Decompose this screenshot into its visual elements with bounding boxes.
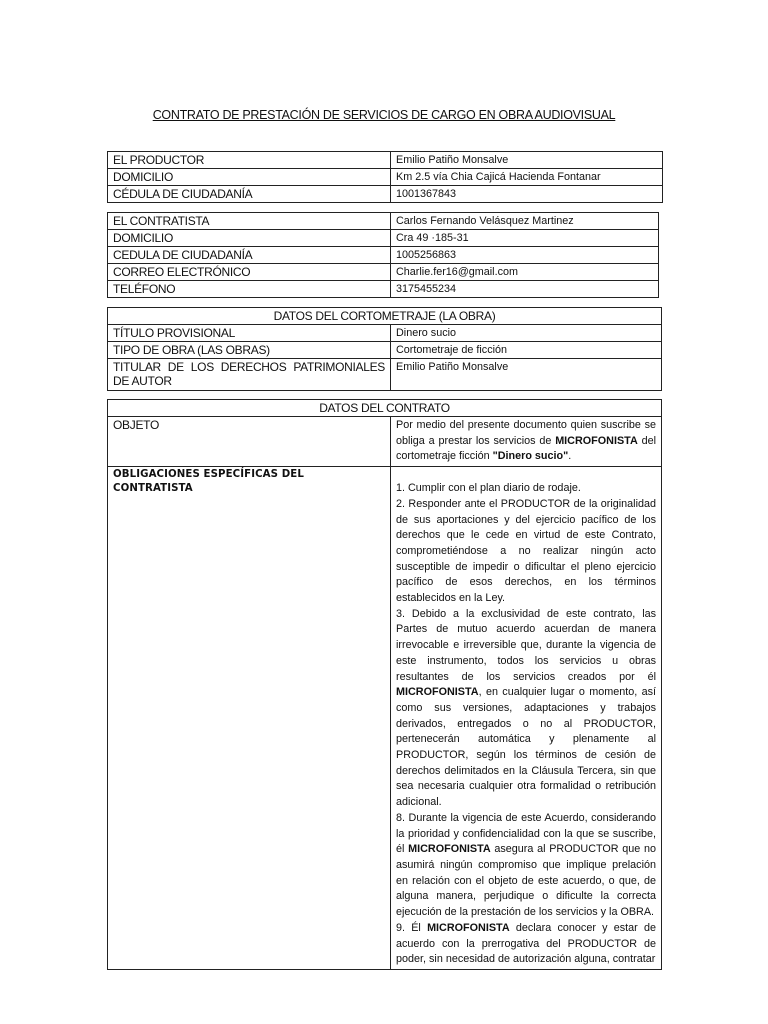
- table-row: [108, 325, 662, 342]
- contrato-header: DATOS DEL CONTRATO: [108, 400, 662, 417]
- field-label: TELÉFONO: [108, 281, 391, 298]
- text-span: 9. Él: [396, 921, 428, 934]
- table-row: [108, 308, 662, 325]
- list-item: [396, 921, 656, 968]
- table-row: [108, 213, 659, 230]
- table-row: [108, 342, 662, 359]
- role-name: MICROFONISTA: [396, 686, 479, 699]
- contrato-table: [107, 399, 662, 970]
- document-title: CONTRATO DE PRESTACIÓN DE SERVICIOS DE CARGO EN OBRA AUDIOVISUAL: [152, 108, 616, 122]
- field-value: Cortometraje de ficción: [391, 342, 662, 359]
- list-item: 1. Cumplir con el plan diario de rodaje.: [396, 482, 581, 495]
- table-row: [108, 467, 662, 970]
- text-span: .: [568, 450, 572, 463]
- table-row: [108, 230, 659, 247]
- field-value: Emilio Patiño Monsalve: [391, 359, 662, 391]
- field-value: 3175455234: [391, 281, 659, 298]
- field-label: EL PRODUCTOR: [108, 152, 391, 169]
- field-value: Carlos Fernando Velásquez Martinez: [391, 213, 659, 230]
- field-label: CORREO ELECTRÓNICO: [108, 264, 391, 281]
- field-label: TÍTULO PROVISIONAL: [108, 325, 391, 342]
- obligaciones-label: OBLIGACIONES ESPECÍFICAS DEL CONTRATISTA: [108, 467, 391, 970]
- field-value: 1001367843: [391, 186, 663, 203]
- film-name: "Dinero sucio": [492, 450, 569, 463]
- text-span: Por medio del presente documento quien suscribe se obliga a prestar los servicios de: [396, 419, 656, 447]
- text-span: declara conocer y estar de acuerdo con la prerrogativa del PRODUCTOR de poder, sin necesidad de autorización alguna, contratar: [396, 921, 657, 966]
- field-label: TITULAR DE LOS DERECHOS PATRIMONIALES DE AUTOR: [108, 359, 391, 391]
- objeto-label: OBJETO: [108, 417, 391, 467]
- field-label: TIPO DE OBRA (LAS OBRAS): [108, 342, 391, 359]
- table-row: [108, 247, 659, 264]
- text-span: 3. Debido a la exclusividad de este contrato, las Partes de mutuo acuerdo acuerdan de manera irrevocable e irreversible que, durante la vigencia de este instrumento, todos los servicios u obras resultantes de los servicios creados por él: [396, 607, 656, 683]
- field-label: CEDULA DE CIUDADANÍA: [108, 247, 391, 264]
- list-item: [396, 811, 656, 921]
- table-row: [108, 400, 662, 417]
- list-item: [396, 607, 656, 811]
- field-value: Emilio Patiño Monsalve: [391, 152, 663, 169]
- productor-table: [107, 151, 663, 203]
- text-span: , en cualquier lugar o momento, así como sus versiones, adaptaciones y trabajos derivados, entregados o no al PRODUCTOR, pertenecerán automática y plenamente al PRODUCTOR, según los términos de cesión de derechos delimitados en la Cláusula Tercera, sin que sea necesaria cualquier otra formalidad o retribución adicional.: [396, 686, 656, 809]
- field-value: Dinero sucio: [391, 325, 662, 342]
- field-value: Km 2.5 vía Chia Cajicá Hacienda Fontanar: [391, 169, 663, 186]
- list-item: 2. Responder ante el PRODUCTOR de la originalidad de sus aportaciones y del ejercicio pacífico de los derechos que le cede en virtud de este Contrato, comprometiéndose a no realizar ningún acto susceptible de impedir o dificultar el pleno ejercicio pacífico de esos derechos, en los términos establecidos en la Ley.: [396, 497, 656, 605]
- field-value: 1005256863: [391, 247, 659, 264]
- text-span: del cortometraje ficción: [396, 434, 656, 463]
- table-row: [108, 359, 662, 391]
- role-name: MICROFONISTA: [408, 843, 491, 856]
- role-name: MICROFONISTA: [427, 921, 510, 934]
- obra-table: [107, 307, 662, 391]
- field-label: CÉDULA DE CIUDADANÍA: [108, 186, 391, 203]
- table-row: [108, 152, 663, 169]
- field-value: Charlie.fer16@gmail.com: [391, 264, 659, 281]
- table-row: [108, 264, 659, 281]
- role-name: MICROFONISTA: [555, 434, 638, 447]
- table-row: [108, 417, 662, 467]
- table-row: [108, 169, 663, 186]
- contratista-table: [107, 212, 659, 298]
- field-value: Cra 49 ·185-31: [391, 230, 659, 247]
- obligaciones-text: [391, 467, 662, 970]
- text-span: asegura al PRODUCTOR que no asumirá ningún compromiso que implique prelación en relación con el objeto de este acuerdo, o que, de alguna manera, perjudique o dificulte la correcta ejecución de la prestación de los servicios y la OBRA.: [396, 843, 657, 919]
- table-row: [108, 281, 659, 298]
- field-label: EL CONTRATISTA: [108, 213, 391, 230]
- field-label: DOMICILIO: [108, 169, 391, 186]
- text-span: 8. Durante la vigencia de este Acuerdo, considerando la prioridad y confidencialidad con la que se suscribe, él: [396, 811, 656, 856]
- table-row: [108, 186, 663, 203]
- obra-header: DATOS DEL CORTOMETRAJE (LA OBRA): [108, 308, 662, 325]
- objeto-text: [391, 417, 662, 467]
- field-label: DOMICILIO: [108, 230, 391, 247]
